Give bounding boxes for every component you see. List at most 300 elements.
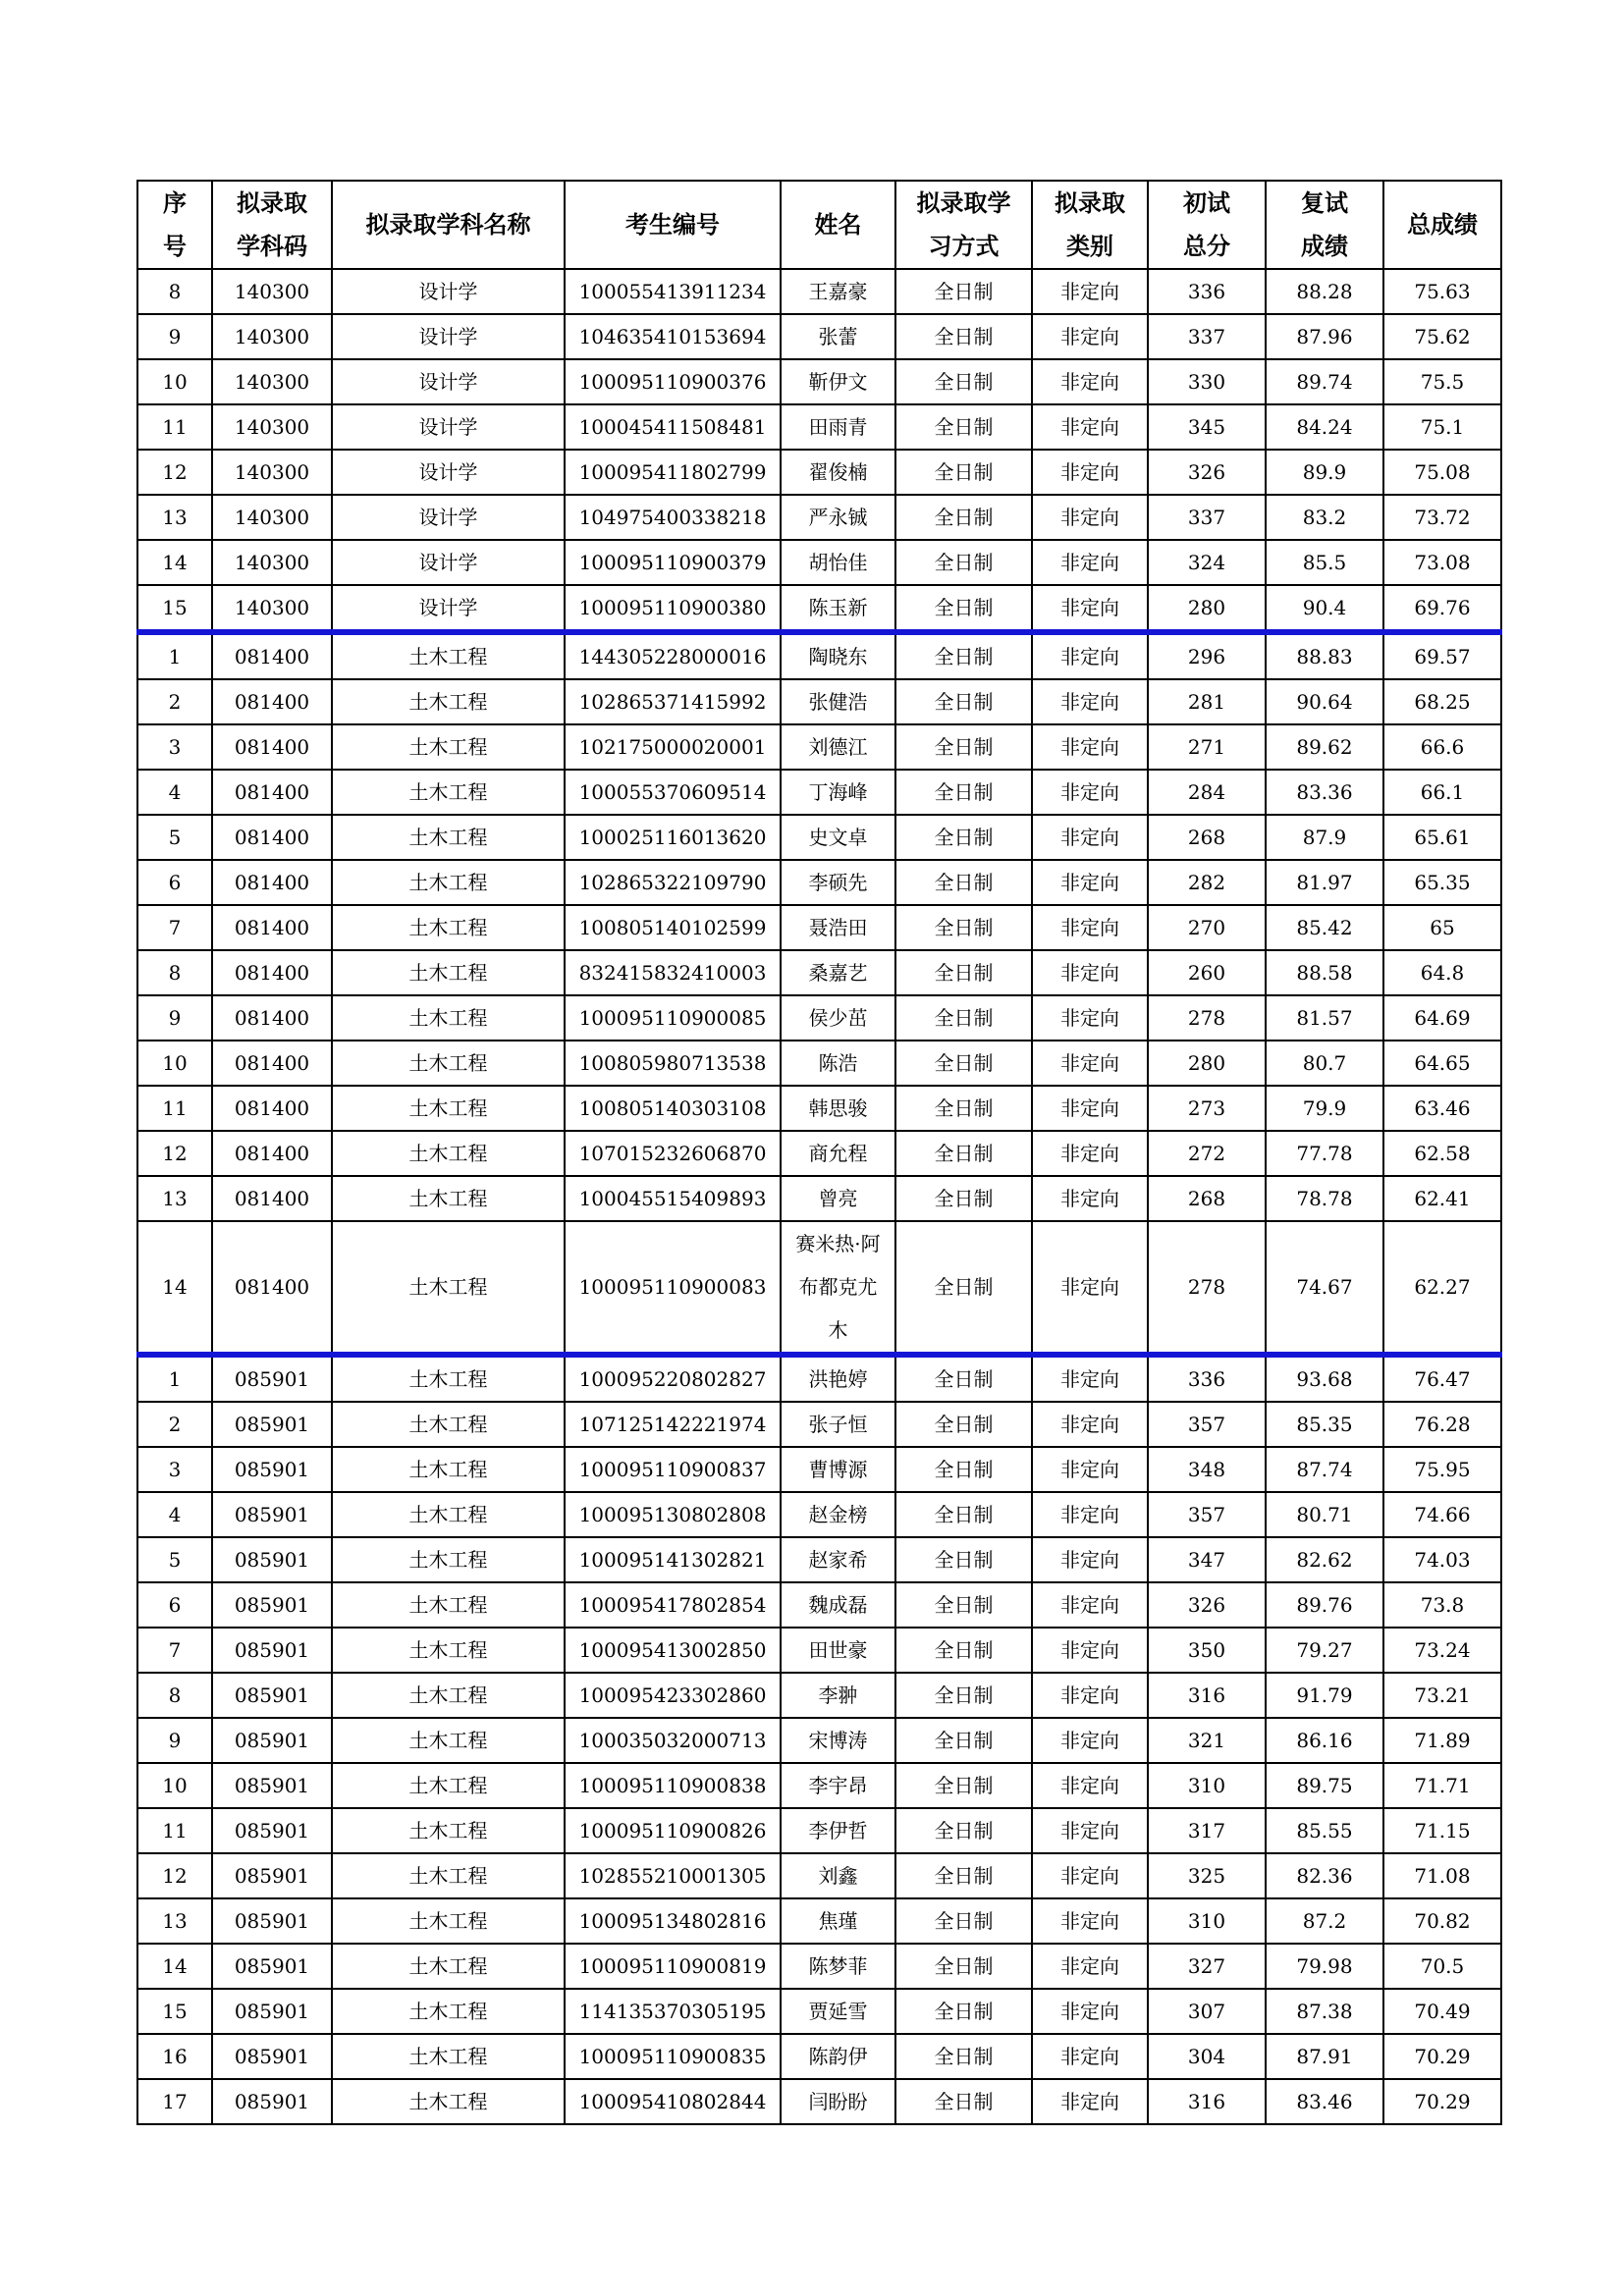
table-row: [137, 724, 1501, 770]
subject-name-cell: 土木工程: [332, 770, 565, 815]
admission-table: [136, 180, 1502, 2125]
total-score-cell: 70.49: [1383, 1989, 1501, 2034]
category-cell: 非定向: [1032, 269, 1148, 314]
student-name: 张健浩: [808, 690, 868, 714]
seq-cell: 9: [137, 1718, 212, 1763]
student-name: 史文卓: [808, 826, 868, 849]
seq-cell: 9: [137, 314, 212, 359]
subject-name-cell: 土木工程: [332, 1763, 565, 1808]
exam-id-cell: 114135370305195: [565, 1989, 781, 2034]
total-score-cell: 73.72: [1383, 495, 1501, 540]
exam-id-cell: 100095110900376: [565, 359, 781, 404]
subject-code-cell: 085901: [212, 1718, 332, 1763]
subject-name-cell: 设计学: [332, 269, 565, 314]
name-cell: [781, 1402, 895, 1447]
category-cell: 非定向: [1032, 540, 1148, 585]
prelim-score-cell: 350: [1148, 1628, 1266, 1673]
student-name: 陈梦菲: [808, 1954, 868, 1978]
retest-score-cell: 83.36: [1266, 770, 1383, 815]
seq-cell: 12: [137, 450, 212, 495]
seq-cell: 8: [137, 1673, 212, 1718]
total-score-cell: 68.25: [1383, 679, 1501, 724]
category-cell: 非定向: [1032, 1808, 1148, 1853]
retest-score-cell: 83.46: [1266, 2079, 1383, 2124]
study-mode-cell: 全日制: [895, 1582, 1032, 1628]
total-score-cell: 62.41: [1383, 1176, 1501, 1221]
prelim-score-cell: 326: [1148, 450, 1266, 495]
retest-score-cell: 87.74: [1266, 1447, 1383, 1492]
category-cell: 非定向: [1032, 1763, 1148, 1808]
study-mode-cell: 全日制: [895, 632, 1032, 679]
category-cell: 非定向: [1032, 404, 1148, 450]
total-score-cell: 75.63: [1383, 269, 1501, 314]
subject-code-cell: 085901: [212, 2079, 332, 2124]
study-mode-cell: 全日制: [895, 905, 1032, 950]
study-mode-cell: 全日制: [895, 1041, 1032, 1086]
subject-name-cell: 土木工程: [332, 1628, 565, 1673]
name-cell: [781, 1221, 895, 1355]
table-row: [137, 540, 1501, 585]
subject-code-cell: 140300: [212, 269, 332, 314]
table-row: [137, 1131, 1501, 1176]
retest-score-cell: 78.78: [1266, 1176, 1383, 1221]
subject-name-cell: 土木工程: [332, 1355, 565, 1402]
subject-code-cell: 085901: [212, 1898, 332, 1944]
retest-score-cell: 87.91: [1266, 2034, 1383, 2079]
header-category: 拟录取类别: [1032, 181, 1148, 269]
category-cell: 非定向: [1032, 905, 1148, 950]
table-row: [137, 450, 1501, 495]
retest-score-cell: 85.5: [1266, 540, 1383, 585]
exam-id-cell: 100055370609514: [565, 770, 781, 815]
exam-id-cell: 102855210001305: [565, 1853, 781, 1898]
subject-code-cell: 081400: [212, 815, 332, 860]
retest-score-cell: 89.76: [1266, 1582, 1383, 1628]
category-cell: 非定向: [1032, 724, 1148, 770]
category-cell: 非定向: [1032, 2034, 1148, 2079]
table-row: [137, 1086, 1501, 1131]
seq-cell: 15: [137, 585, 212, 632]
prelim-score-cell: 336: [1148, 1355, 1266, 1402]
seq-cell: 11: [137, 1808, 212, 1853]
table-row: [137, 905, 1501, 950]
total-score-cell: 73.21: [1383, 1673, 1501, 1718]
prelim-score-cell: 316: [1148, 1673, 1266, 1718]
exam-id-cell: 102865322109790: [565, 860, 781, 905]
name-cell: [781, 1176, 895, 1221]
seq-cell: 14: [137, 1944, 212, 1989]
student-name: 曾亮: [818, 1187, 858, 1210]
prelim-score-cell: 316: [1148, 2079, 1266, 2124]
exam-id-cell: 100095130802808: [565, 1492, 781, 1537]
table-row: [137, 679, 1501, 724]
seq-cell: 6: [137, 860, 212, 905]
study-mode-cell: 全日制: [895, 1718, 1032, 1763]
study-mode-cell: 全日制: [895, 1853, 1032, 1898]
student-name: 胡怡佳: [808, 551, 868, 574]
prelim-score-cell: 324: [1148, 540, 1266, 585]
subject-name-cell: 土木工程: [332, 1447, 565, 1492]
retest-score-cell: 83.2: [1266, 495, 1383, 540]
student-name: 严永铖: [808, 506, 868, 529]
prelim-score-cell: 345: [1148, 404, 1266, 450]
seq-cell: 13: [137, 1176, 212, 1221]
study-mode-cell: 全日制: [895, 1176, 1032, 1221]
subject-code-cell: 081400: [212, 1221, 332, 1355]
subject-name-cell: 土木工程: [332, 1944, 565, 1989]
exam-id-cell: 100035032000713: [565, 1718, 781, 1763]
total-score-cell: 70.82: [1383, 1898, 1501, 1944]
name-cell: [781, 1355, 895, 1402]
retest-score-cell: 88.28: [1266, 269, 1383, 314]
category-cell: 非定向: [1032, 1131, 1148, 1176]
name-cell: [781, 950, 895, 995]
seq-cell: 13: [137, 495, 212, 540]
prelim-score-cell: 304: [1148, 2034, 1266, 2079]
study-mode-cell: 全日制: [895, 1221, 1032, 1355]
student-name: 王嘉豪: [808, 280, 868, 303]
study-mode-cell: 全日制: [895, 359, 1032, 404]
prelim-score-cell: 271: [1148, 724, 1266, 770]
total-score-cell: 63.46: [1383, 1086, 1501, 1131]
name-cell: [781, 1944, 895, 1989]
prelim-score-cell: 282: [1148, 860, 1266, 905]
table-row: [137, 770, 1501, 815]
subject-code-cell: 140300: [212, 495, 332, 540]
exam-id-cell: 100095413002850: [565, 1628, 781, 1673]
category-cell: 非定向: [1032, 1718, 1148, 1763]
seq-cell: 14: [137, 540, 212, 585]
name-cell: [781, 724, 895, 770]
exam-id-cell: 100095410802844: [565, 2079, 781, 2124]
subject-code-cell: 081400: [212, 905, 332, 950]
total-score-cell: 66.1: [1383, 770, 1501, 815]
category-cell: 非定向: [1032, 950, 1148, 995]
subject-code-cell: 085901: [212, 1673, 332, 1718]
subject-code-cell: 081400: [212, 860, 332, 905]
subject-code-cell: 085901: [212, 1763, 332, 1808]
exam-id-cell: 104635410153694: [565, 314, 781, 359]
subject-name-cell: 土木工程: [332, 1131, 565, 1176]
seq-cell: 10: [137, 359, 212, 404]
study-mode-cell: 全日制: [895, 1086, 1032, 1131]
subject-name-cell: 土木工程: [332, 632, 565, 679]
header-study-mode: 拟录取学习方式: [895, 181, 1032, 269]
table-row: [137, 950, 1501, 995]
retest-score-cell: 85.35: [1266, 1402, 1383, 1447]
retest-score-cell: 81.97: [1266, 860, 1383, 905]
category-cell: 非定向: [1032, 1537, 1148, 1582]
total-score-cell: 62.58: [1383, 1131, 1501, 1176]
prelim-score-cell: 260: [1148, 950, 1266, 995]
retest-score-cell: 85.55: [1266, 1808, 1383, 1853]
study-mode-cell: 全日制: [895, 1628, 1032, 1673]
subject-name-cell: 土木工程: [332, 1402, 565, 1447]
exam-id-cell: 832415832410003: [565, 950, 781, 995]
name-cell: [781, 770, 895, 815]
subject-code-cell: 085901: [212, 1944, 332, 1989]
subject-code-cell: 085901: [212, 1492, 332, 1537]
seq-cell: 8: [137, 950, 212, 995]
study-mode-cell: 全日制: [895, 450, 1032, 495]
subject-name-cell: 土木工程: [332, 1582, 565, 1628]
subject-code-cell: 140300: [212, 359, 332, 404]
name-cell: [781, 1041, 895, 1086]
subject-name-cell: 土木工程: [332, 1221, 565, 1355]
retest-score-cell: 79.27: [1266, 1628, 1383, 1673]
table-row: [137, 585, 1501, 632]
study-mode-cell: 全日制: [895, 269, 1032, 314]
exam-id-cell: 100095110900819: [565, 1944, 781, 1989]
seq-cell: 1: [137, 1355, 212, 1402]
study-mode-cell: 全日制: [895, 495, 1032, 540]
exam-id-cell: 100095220802827: [565, 1355, 781, 1402]
subject-code-cell: 081400: [212, 724, 332, 770]
subject-code-cell: 085901: [212, 1853, 332, 1898]
name-cell: [781, 1763, 895, 1808]
seq-cell: 4: [137, 770, 212, 815]
prelim-score-cell: 327: [1148, 1944, 1266, 1989]
category-cell: 非定向: [1032, 1673, 1148, 1718]
student-name: 田世豪: [808, 1638, 868, 1662]
seq-cell: 13: [137, 1898, 212, 1944]
subject-name-cell: 土木工程: [332, 1898, 565, 1944]
prelim-score-cell: 270: [1148, 905, 1266, 950]
seq-cell: 3: [137, 724, 212, 770]
seq-cell: 7: [137, 1628, 212, 1673]
retest-score-cell: 84.24: [1266, 404, 1383, 450]
subject-name-cell: 土木工程: [332, 860, 565, 905]
seq-cell: 5: [137, 815, 212, 860]
seq-cell: 9: [137, 995, 212, 1041]
name-cell: [781, 404, 895, 450]
exam-id-cell: 102865371415992: [565, 679, 781, 724]
subject-code-cell: 085901: [212, 1582, 332, 1628]
study-mode-cell: 全日制: [895, 1673, 1032, 1718]
table-row: [137, 1989, 1501, 2034]
student-name: 张蕾: [818, 325, 858, 348]
subject-name-cell: 土木工程: [332, 679, 565, 724]
exam-id-cell: 100095110900837: [565, 1447, 781, 1492]
subject-name-cell: 土木工程: [332, 1176, 565, 1221]
seq-cell: 15: [137, 1989, 212, 2034]
seq-cell: 7: [137, 905, 212, 950]
total-score-cell: 65.35: [1383, 860, 1501, 905]
exam-id-cell: 100095110900826: [565, 1808, 781, 1853]
student-name: 陈玉新: [808, 596, 868, 619]
table-row: [137, 995, 1501, 1041]
name-cell: [781, 1853, 895, 1898]
name-cell: [781, 679, 895, 724]
retest-score-cell: 82.36: [1266, 1853, 1383, 1898]
total-score-cell: 75.5: [1383, 359, 1501, 404]
prelim-score-cell: 278: [1148, 1221, 1266, 1355]
subject-code-cell: 081400: [212, 950, 332, 995]
name-cell: [781, 1537, 895, 1582]
total-score-cell: 69.57: [1383, 632, 1501, 679]
subject-code-cell: 085901: [212, 1808, 332, 1853]
category-cell: 非定向: [1032, 1176, 1148, 1221]
prelim-score-cell: 337: [1148, 495, 1266, 540]
total-score-cell: 76.47: [1383, 1355, 1501, 1402]
table-row: [137, 1853, 1501, 1898]
table-row: [137, 860, 1501, 905]
exam-id-cell: 100095110900379: [565, 540, 781, 585]
subject-code-cell: 081400: [212, 679, 332, 724]
subject-name-cell: 设计学: [332, 314, 565, 359]
subject-code-cell: 085901: [212, 1402, 332, 1447]
student-name: 赵金榜: [808, 1503, 868, 1526]
header-total-score: 总成绩: [1383, 181, 1501, 269]
subject-code-cell: 140300: [212, 314, 332, 359]
seq-cell: 11: [137, 1086, 212, 1131]
student-name: 曹博源: [808, 1458, 868, 1481]
total-score-cell: 71.89: [1383, 1718, 1501, 1763]
name-cell: [781, 2079, 895, 2124]
total-score-cell: 74.66: [1383, 1492, 1501, 1537]
table-row: [137, 1041, 1501, 1086]
subject-name-cell: 土木工程: [332, 1808, 565, 1853]
subject-name-cell: 土木工程: [332, 995, 565, 1041]
subject-name-cell: 土木工程: [332, 815, 565, 860]
total-score-cell: 71.71: [1383, 1763, 1501, 1808]
study-mode-cell: 全日制: [895, 770, 1032, 815]
subject-code-cell: 081400: [212, 1131, 332, 1176]
category-cell: 非定向: [1032, 1355, 1148, 1402]
study-mode-cell: 全日制: [895, 314, 1032, 359]
table-row: [137, 1944, 1501, 1989]
student-name: 桑嘉艺: [808, 961, 868, 985]
seq-cell: 3: [137, 1447, 212, 1492]
student-name: 闫盼盼: [808, 2090, 868, 2113]
total-score-cell: 73.24: [1383, 1628, 1501, 1673]
exam-id-cell: 100805140303108: [565, 1086, 781, 1131]
table-row: [137, 269, 1501, 314]
total-score-cell: 76.28: [1383, 1402, 1501, 1447]
retest-score-cell: 87.96: [1266, 314, 1383, 359]
category-cell: 非定向: [1032, 860, 1148, 905]
name-cell: [781, 1989, 895, 2034]
total-score-cell: 74.03: [1383, 1537, 1501, 1582]
subject-name-cell: 设计学: [332, 585, 565, 632]
study-mode-cell: 全日制: [895, 1355, 1032, 1402]
seq-cell: 10: [137, 1041, 212, 1086]
table-row: [137, 1628, 1501, 1673]
seq-cell: 10: [137, 1763, 212, 1808]
retest-score-cell: 87.2: [1266, 1898, 1383, 1944]
table-row: [137, 1355, 1501, 1402]
total-score-cell: 64.8: [1383, 950, 1501, 995]
study-mode-cell: 全日制: [895, 1131, 1032, 1176]
subject-name-cell: 土木工程: [332, 2034, 565, 2079]
student-name: 焦瑾: [818, 1909, 858, 1933]
category-cell: 非定向: [1032, 1944, 1148, 1989]
prelim-score-cell: 336: [1148, 269, 1266, 314]
student-name: 翟俊楠: [808, 460, 868, 484]
exam-id-cell: 100055413911234: [565, 269, 781, 314]
table-row: [137, 1402, 1501, 1447]
subject-code-cell: 140300: [212, 585, 332, 632]
subject-code-cell: 140300: [212, 404, 332, 450]
study-mode-cell: 全日制: [895, 2034, 1032, 2079]
header-row: [137, 181, 1501, 269]
subject-name-cell: 土木工程: [332, 1492, 565, 1537]
seq-cell: 8: [137, 269, 212, 314]
exam-id-cell: 102175000020001: [565, 724, 781, 770]
name-cell: [781, 1131, 895, 1176]
prelim-score-cell: 337: [1148, 314, 1266, 359]
exam-id-cell: 100095411802799: [565, 450, 781, 495]
table-row: [137, 1718, 1501, 1763]
prelim-score-cell: 325: [1148, 1853, 1266, 1898]
header-exam-id: 考生编号: [565, 181, 781, 269]
study-mode-cell: 全日制: [895, 995, 1032, 1041]
subject-name-cell: 土木工程: [332, 724, 565, 770]
retest-score-cell: 89.62: [1266, 724, 1383, 770]
header-subject-code: 拟录取学科码: [212, 181, 332, 269]
table-row: [137, 1582, 1501, 1628]
subject-name-cell: 设计学: [332, 450, 565, 495]
category-cell: 非定向: [1032, 495, 1148, 540]
table-row: [137, 1898, 1501, 1944]
exam-id-cell: 100095110900835: [565, 2034, 781, 2079]
exam-id-cell: 100045515409893: [565, 1176, 781, 1221]
retest-score-cell: 80.71: [1266, 1492, 1383, 1537]
subject-name-cell: 设计学: [332, 404, 565, 450]
prelim-score-cell: 321: [1148, 1718, 1266, 1763]
exam-id-cell: 100805980713538: [565, 1041, 781, 1086]
category-cell: 非定向: [1032, 1989, 1148, 2034]
table-row: [137, 1176, 1501, 1221]
subject-code-cell: 085901: [212, 1989, 332, 2034]
study-mode-cell: 全日制: [895, 815, 1032, 860]
retest-score-cell: 90.64: [1266, 679, 1383, 724]
name-cell: [781, 1086, 895, 1131]
student-name: 李伊哲: [808, 1819, 868, 1842]
table-row: [137, 1221, 1501, 1355]
total-score-cell: 75.95: [1383, 1447, 1501, 1492]
student-name: 陈韵伊: [808, 2045, 868, 2068]
retest-score-cell: 88.83: [1266, 632, 1383, 679]
name-cell: [781, 585, 895, 632]
subject-name-cell: 土木工程: [332, 950, 565, 995]
prelim-score-cell: 296: [1148, 632, 1266, 679]
retest-score-cell: 89.75: [1266, 1763, 1383, 1808]
subject-name-cell: 设计学: [332, 495, 565, 540]
study-mode-cell: 全日制: [895, 1989, 1032, 2034]
category-cell: 非定向: [1032, 450, 1148, 495]
total-score-cell: 65: [1383, 905, 1501, 950]
name-cell: [781, 269, 895, 314]
retest-score-cell: 91.79: [1266, 1673, 1383, 1718]
category-cell: 非定向: [1032, 2079, 1148, 2124]
subject-name-cell: 土木工程: [332, 1537, 565, 1582]
retest-score-cell: 82.62: [1266, 1537, 1383, 1582]
table-row: [137, 404, 1501, 450]
exam-id-cell: 100095141302821: [565, 1537, 781, 1582]
name-cell: [781, 1492, 895, 1537]
table-row: [137, 2079, 1501, 2124]
student-name: 陈浩: [818, 1051, 858, 1075]
prelim-score-cell: 357: [1148, 1402, 1266, 1447]
header-prelim-score: 初试总分: [1148, 181, 1266, 269]
total-score-cell: 71.15: [1383, 1808, 1501, 1853]
student-name: 韩思骏: [808, 1096, 868, 1120]
exam-id-cell: 100095417802854: [565, 1582, 781, 1628]
category-cell: 非定向: [1032, 679, 1148, 724]
prelim-score-cell: 326: [1148, 1582, 1266, 1628]
study-mode-cell: 全日制: [895, 1944, 1032, 1989]
